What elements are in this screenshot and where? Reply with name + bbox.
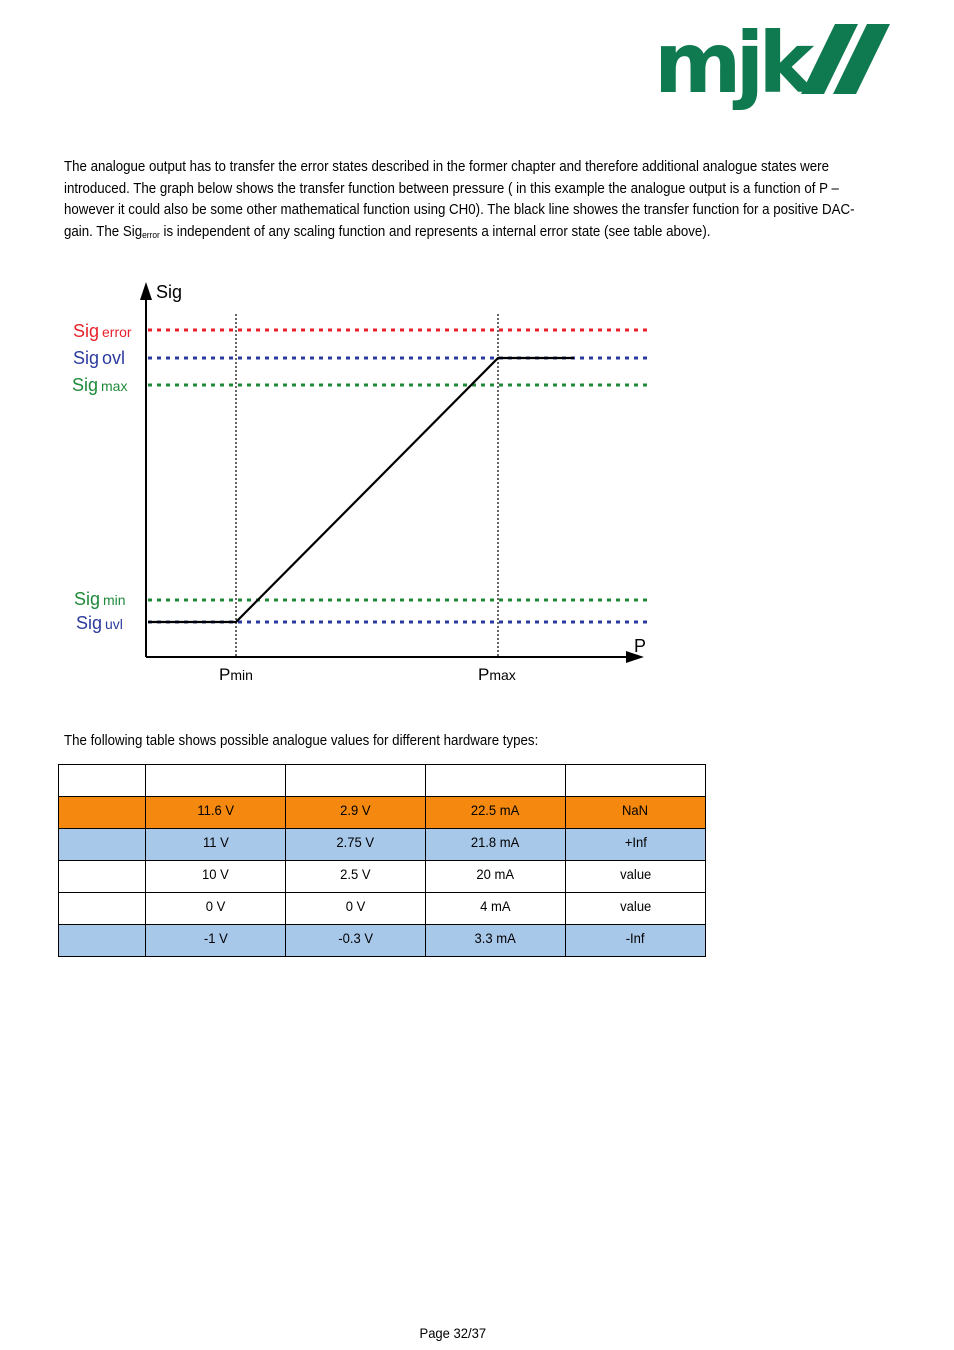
sig-min-label: Sig min: [74, 589, 126, 609]
table-row: [59, 829, 706, 861]
intro-text-1: The analogue output has to transfer the error states described in the former chapter and therefore additional analogue states were introduced. The graph below shows the transfer function between pressure ( in this example the analogue output is a function of P – however it could also be some other mathematical function using CH0). The black line showes the transfer function for a positive DAC-gain. The Sig: [64, 159, 855, 240]
table-row: [59, 925, 706, 957]
table-cell: -Inf: [566, 925, 706, 957]
table-header-cell: [286, 765, 426, 797]
table-cell: value: [566, 893, 706, 925]
intro-text-2: is independent of any scaling function and represents a internal error state (see table above).: [159, 223, 711, 240]
pmax-label: Pmax: [478, 665, 516, 684]
table-cell: 20 mA: [426, 861, 566, 893]
table-row: [59, 797, 706, 829]
table-cell: 0 V: [286, 893, 426, 925]
table-header-row: [59, 765, 706, 797]
table-cell: 2.9 V: [286, 797, 426, 829]
logo-text: mjk: [654, 18, 809, 112]
intro-paragraph: [64, 157, 864, 244]
table-header-cell: [146, 765, 286, 797]
mjk-logo: [650, 18, 900, 116]
table-cell: [59, 861, 146, 893]
table-cell: [59, 893, 146, 925]
table-cell: 11.6 V: [146, 797, 286, 829]
table-row: [59, 861, 706, 893]
table-cell: [59, 829, 146, 861]
table-cell: 0 V: [146, 893, 286, 925]
analogue-values-table: [58, 764, 706, 957]
intro-subscript: error: [142, 229, 160, 240]
table-header-cell: [426, 765, 566, 797]
table-row: [59, 893, 706, 925]
table-cell: 10 V: [146, 861, 286, 893]
table-cell: 2.75 V: [286, 829, 426, 861]
sig-max-label: Sig max: [72, 375, 128, 395]
table-header-cell: [59, 765, 146, 797]
table-cell: [59, 925, 146, 957]
pmin-label: Pmin: [219, 665, 253, 684]
table-cell: -1 V: [146, 925, 286, 957]
table-cell: [59, 797, 146, 829]
table-header-cell: [566, 765, 706, 797]
page-number: Page 32/37: [419, 1325, 487, 1341]
table-cell: 21.8 mA: [426, 829, 566, 861]
transfer-curve: [148, 358, 574, 622]
y-axis-label: Sig: [156, 282, 183, 302]
sig-uvl-label: Sig uvl: [76, 613, 123, 633]
y-axis-arrow: [140, 282, 152, 300]
table-cell: 2.5 V: [286, 861, 426, 893]
table-cell: NaN: [566, 797, 706, 829]
transfer-function-graph: [60, 278, 660, 690]
table-cell: 3.3 mA: [426, 925, 566, 957]
table-intro: The following table shows possible analogue values for different hardware types:: [64, 733, 539, 749]
sig-ovl-label: Sig ovl: [73, 348, 126, 368]
page-footer: [0, 1325, 954, 1341]
table-cell: 22.5 mA: [426, 797, 566, 829]
sig-error-label: Sig error: [73, 321, 132, 341]
table-cell: value: [566, 861, 706, 893]
table-cell: -0.3 V: [286, 925, 426, 957]
x-axis-label: P: [634, 636, 647, 656]
table-cell: 11 V: [146, 829, 286, 861]
table-cell: +Inf: [566, 829, 706, 861]
table-cell: 4 mA: [426, 893, 566, 925]
